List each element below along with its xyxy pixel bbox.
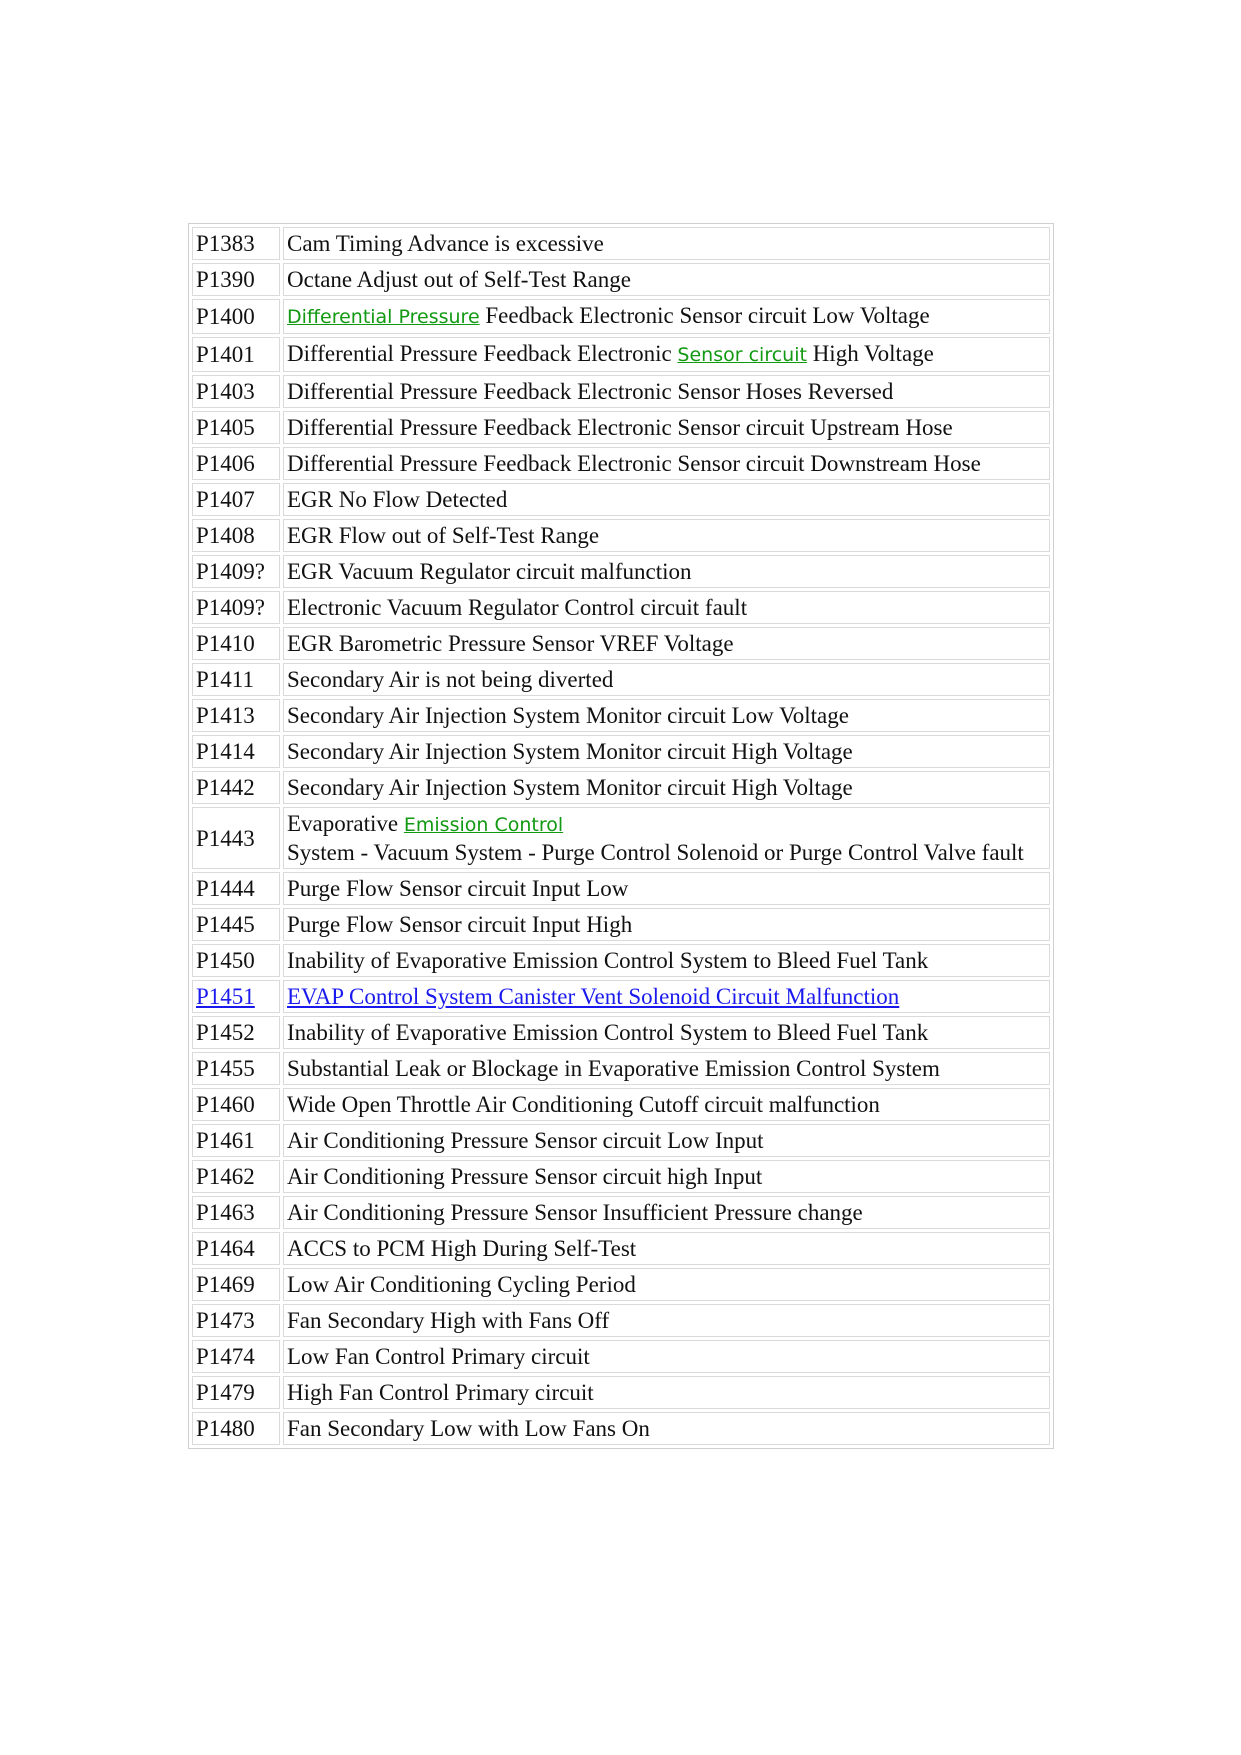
- description-cell: Octane Adjust out of Self-Test Range: [283, 263, 1050, 296]
- code-cell: P1461: [192, 1124, 280, 1157]
- table-row: [192, 1304, 1050, 1337]
- table-row: [192, 908, 1050, 941]
- code-cell: P1443: [192, 807, 280, 869]
- code-cell: P1463: [192, 1196, 280, 1229]
- code-cell: P1401: [192, 337, 280, 372]
- table-row: [192, 1268, 1050, 1301]
- description-cell: Differential Pressure Feedback Electronic Sensor circuit Downstream Hose: [283, 447, 1050, 480]
- description-cell: High Fan Control Primary circuit: [283, 1376, 1050, 1409]
- code-cell: P1403: [192, 375, 280, 408]
- description-cell: [283, 980, 1050, 1013]
- description-cell: Electronic Vacuum Regulator Control circuit fault: [283, 591, 1050, 624]
- description-cell: [283, 807, 1050, 869]
- description-cell: [283, 337, 1050, 372]
- description-cell: Air Conditioning Pressure Sensor circuit high Input: [283, 1160, 1050, 1193]
- table-row: [192, 1160, 1050, 1193]
- description-cell: Purge Flow Sensor circuit Input High: [283, 908, 1050, 941]
- description-cell: ACCS to PCM High During Self-Test: [283, 1232, 1050, 1265]
- description-cell: Secondary Air Injection System Monitor circuit Low Voltage: [283, 699, 1050, 732]
- table-row: [192, 555, 1050, 588]
- code-cell: P1474: [192, 1340, 280, 1373]
- table-row: [192, 1196, 1050, 1229]
- description-cell: Secondary Air Injection System Monitor circuit High Voltage: [283, 735, 1050, 768]
- table-row: [192, 519, 1050, 552]
- code-cell: P1455: [192, 1052, 280, 1085]
- description-cell: Inability of Evaporative Emission Control System to Bleed Fuel Tank: [283, 1016, 1050, 1049]
- description-cell: Inability of Evaporative Emission Control System to Bleed Fuel Tank: [283, 944, 1050, 977]
- code-cell: P1408: [192, 519, 280, 552]
- description-cell: Secondary Air Injection System Monitor circuit High Voltage: [283, 771, 1050, 804]
- description-text: Evaporative: [287, 811, 404, 836]
- table-row: [192, 1340, 1050, 1373]
- code-cell: P1460: [192, 1088, 280, 1121]
- table-row: [192, 591, 1050, 624]
- description-text: Differential Pressure Feedback Electronic: [287, 341, 678, 366]
- description-cell: Secondary Air is not being diverted: [283, 663, 1050, 696]
- p1451-code-link[interactable]: P1451: [196, 984, 255, 1009]
- description-cell: Fan Secondary High with Fans Off: [283, 1304, 1050, 1337]
- table-row: [192, 375, 1050, 408]
- table-row: [192, 872, 1050, 905]
- code-cell: P1469: [192, 1268, 280, 1301]
- emission-control-link[interactable]: Emission Control: [403, 814, 564, 836]
- table-row: [192, 944, 1050, 977]
- table-row: [192, 299, 1050, 334]
- description-cell: Air Conditioning Pressure Sensor circuit Low Input: [283, 1124, 1050, 1157]
- description-text: Feedback Electronic Sensor circuit Low Voltage: [479, 303, 930, 328]
- sensor-circuit-link[interactable]: Sensor circuit: [677, 344, 807, 366]
- description-cell: EGR Barometric Pressure Sensor VREF Voltage: [283, 627, 1050, 660]
- table-row: [192, 1376, 1050, 1409]
- code-cell: P1383: [192, 227, 280, 260]
- description-cell: EGR Vacuum Regulator circuit malfunction: [283, 555, 1050, 588]
- code-cell: [192, 980, 280, 1013]
- code-cell: P1450: [192, 944, 280, 977]
- code-cell: P1452: [192, 1016, 280, 1049]
- code-cell: P1445: [192, 908, 280, 941]
- code-cell: P1400: [192, 299, 280, 334]
- code-cell: P1410: [192, 627, 280, 660]
- description-cell: Differential Pressure Feedback Electronic Sensor Hoses Reversed: [283, 375, 1050, 408]
- description-cell: Fan Secondary Low with Low Fans On: [283, 1412, 1050, 1445]
- code-cell: P1405: [192, 411, 280, 444]
- description-cell: EGR No Flow Detected: [283, 483, 1050, 516]
- table-row: [192, 627, 1050, 660]
- trouble-code-table: [188, 223, 1054, 1449]
- code-cell: P1464: [192, 1232, 280, 1265]
- description-cell: Low Air Conditioning Cycling Period: [283, 1268, 1050, 1301]
- table-row: [192, 1016, 1050, 1049]
- table-row: [192, 1088, 1050, 1121]
- code-cell: P1411: [192, 663, 280, 696]
- table-row: [192, 735, 1050, 768]
- description-cell: Substantial Leak or Blockage in Evaporative Emission Control System: [283, 1052, 1050, 1085]
- description-cell: Differential Pressure Feedback Electronic Sensor circuit Upstream Hose: [283, 411, 1050, 444]
- table-row: [192, 1232, 1050, 1265]
- code-cell: P1473: [192, 1304, 280, 1337]
- table-row: [192, 663, 1050, 696]
- table-row: [192, 447, 1050, 480]
- code-cell: P1444: [192, 872, 280, 905]
- table-row: [192, 771, 1050, 804]
- table-row: [192, 807, 1050, 869]
- description-cell: EGR Flow out of Self-Test Range: [283, 519, 1050, 552]
- table-row: [192, 227, 1050, 260]
- description-cell: Air Conditioning Pressure Sensor Insufficient Pressure change: [283, 1196, 1050, 1229]
- table-row: [192, 337, 1050, 372]
- description-text: High Voltage: [806, 341, 934, 366]
- differential-pressure-link[interactable]: Differential Pressure: [287, 306, 480, 328]
- description-cell: Low Fan Control Primary circuit: [283, 1340, 1050, 1373]
- table-row: [192, 263, 1050, 296]
- table-row: [192, 1124, 1050, 1157]
- description-cell: Purge Flow Sensor circuit Input Low: [283, 872, 1050, 905]
- code-cell: P1409?: [192, 591, 280, 624]
- table-row: [192, 411, 1050, 444]
- table-row: [192, 483, 1050, 516]
- table-row: [192, 1052, 1050, 1085]
- code-cell: P1413: [192, 699, 280, 732]
- code-cell: P1462: [192, 1160, 280, 1193]
- code-cell: P1414: [192, 735, 280, 768]
- table-row: [192, 1412, 1050, 1445]
- p1451-description-link[interactable]: EVAP Control System Canister Vent Solenoid Circuit Malfunction: [287, 984, 900, 1009]
- table-row: [192, 699, 1050, 732]
- code-cell: P1407: [192, 483, 280, 516]
- description-cell: Wide Open Throttle Air Conditioning Cutoff circuit malfunction: [283, 1088, 1050, 1121]
- code-cell: P1390: [192, 263, 280, 296]
- code-cell: P1442: [192, 771, 280, 804]
- description-text: System - Vacuum System - Purge Control Solenoid or Purge Control Valve fault: [287, 840, 1024, 865]
- table-row: [192, 980, 1050, 1013]
- code-cell: P1479: [192, 1376, 280, 1409]
- description-cell: Cam Timing Advance is excessive: [283, 227, 1050, 260]
- code-cell: P1480: [192, 1412, 280, 1445]
- code-cell: P1409?: [192, 555, 280, 588]
- code-cell: P1406: [192, 447, 280, 480]
- description-cell: [283, 299, 1050, 334]
